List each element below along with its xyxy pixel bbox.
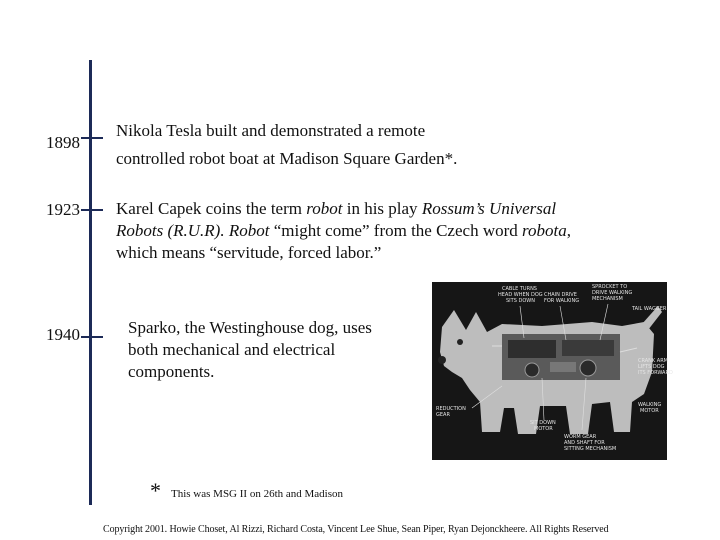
year-1898: 1898 — [46, 133, 80, 152]
figure-label-18: LIFTS DOG — [638, 364, 665, 370]
timeline-tick-1898 — [81, 137, 103, 139]
footnote-marker: * — [150, 478, 161, 503]
figure-label-13: MOTOR — [534, 426, 553, 432]
event-1923-text-b: in his play — [342, 199, 422, 218]
timeline-tick-1923 — [81, 209, 103, 211]
event-1923-comma: , — [566, 221, 571, 240]
timeline-axis — [89, 60, 92, 505]
copyright-footer: Copyright 2001. Howie Choset, Al Rizzi, Richard Costa, Vincent Lee Shue, Sean Piper, Ryan Dejonckheere. All Rights Reserved — [103, 524, 609, 535]
figure-label-5: FOR WALKING — [544, 298, 580, 304]
event-1923-play-title-cont: Robots (R.U.R). Robot — [116, 221, 270, 240]
figure-label-12: SIT DOWN — [530, 420, 556, 426]
figure-label-3: SITS DOWN — [506, 298, 535, 304]
figure-label-21: MOTOR — [640, 408, 659, 414]
figure-label-20: WALKING — [638, 402, 662, 408]
event-1923-line1 — [116, 198, 571, 220]
event-1923-play-title: Rossum’s Universal — [421, 199, 557, 218]
event-1940-line2: both mechanical and electrical — [128, 340, 336, 359]
event-1923 — [116, 198, 571, 264]
figure-label-2: HEAD WHEN DOG — [498, 292, 543, 298]
figure-label-6: SPROCKET TO — [592, 284, 628, 290]
figure-label-4: CHAIN DRIVE — [544, 292, 577, 298]
figure-label-19: ITS FORWARD — [638, 370, 673, 376]
event-1940-line1: Sparko, the Westinghouse dog, uses — [128, 318, 372, 337]
figure-label-9: TAIL WAGGER — [632, 306, 667, 312]
figure-label-7: DRIVE WALKING — [592, 290, 633, 296]
sparko-dog-diagram — [432, 282, 673, 460]
event-1898-line2: controlled robot boat at Madison Square Garden*. — [116, 149, 458, 168]
figure-label-8: MECHANISM — [592, 296, 623, 302]
event-1923-text-a: Karel Capek coins the term — [116, 199, 307, 218]
figure-label-16: SITTING MECHANISM — [564, 446, 617, 452]
figure-label-15: AND SHAFT FOR — [564, 440, 605, 446]
figure-label-17: CRANK ARM — [638, 358, 668, 364]
event-1923-robot-term: robot — [306, 199, 343, 218]
event-1923-text-c: “might come” from the Czech word — [269, 221, 523, 240]
event-1923-robota: robota — [522, 221, 567, 240]
timeline-tick-1940 — [81, 336, 103, 338]
event-1940-line3: components. — [128, 362, 215, 381]
year-1940: 1940 — [46, 325, 80, 344]
event-1923-line3: which means “servitude, forced labor.” — [116, 243, 382, 262]
figure-label-14: WORM GEAR — [564, 434, 597, 440]
sparko-dog-illustration — [432, 282, 673, 460]
figure-label-11: GEAR — [436, 412, 450, 418]
year-1923: 1923 — [46, 200, 80, 219]
event-1898-line1: Nikola Tesla built and demonstrated a remote — [116, 121, 426, 140]
event-1898 — [116, 120, 457, 170]
event-1940 — [128, 317, 372, 383]
figure-label-1: CABLE TURNS — [502, 286, 537, 292]
event-1923-line2 — [116, 220, 571, 242]
figure-label-10: REDUCTION — [436, 406, 466, 412]
footnote-text: This was MSG II on 26th and Madison — [171, 488, 344, 500]
